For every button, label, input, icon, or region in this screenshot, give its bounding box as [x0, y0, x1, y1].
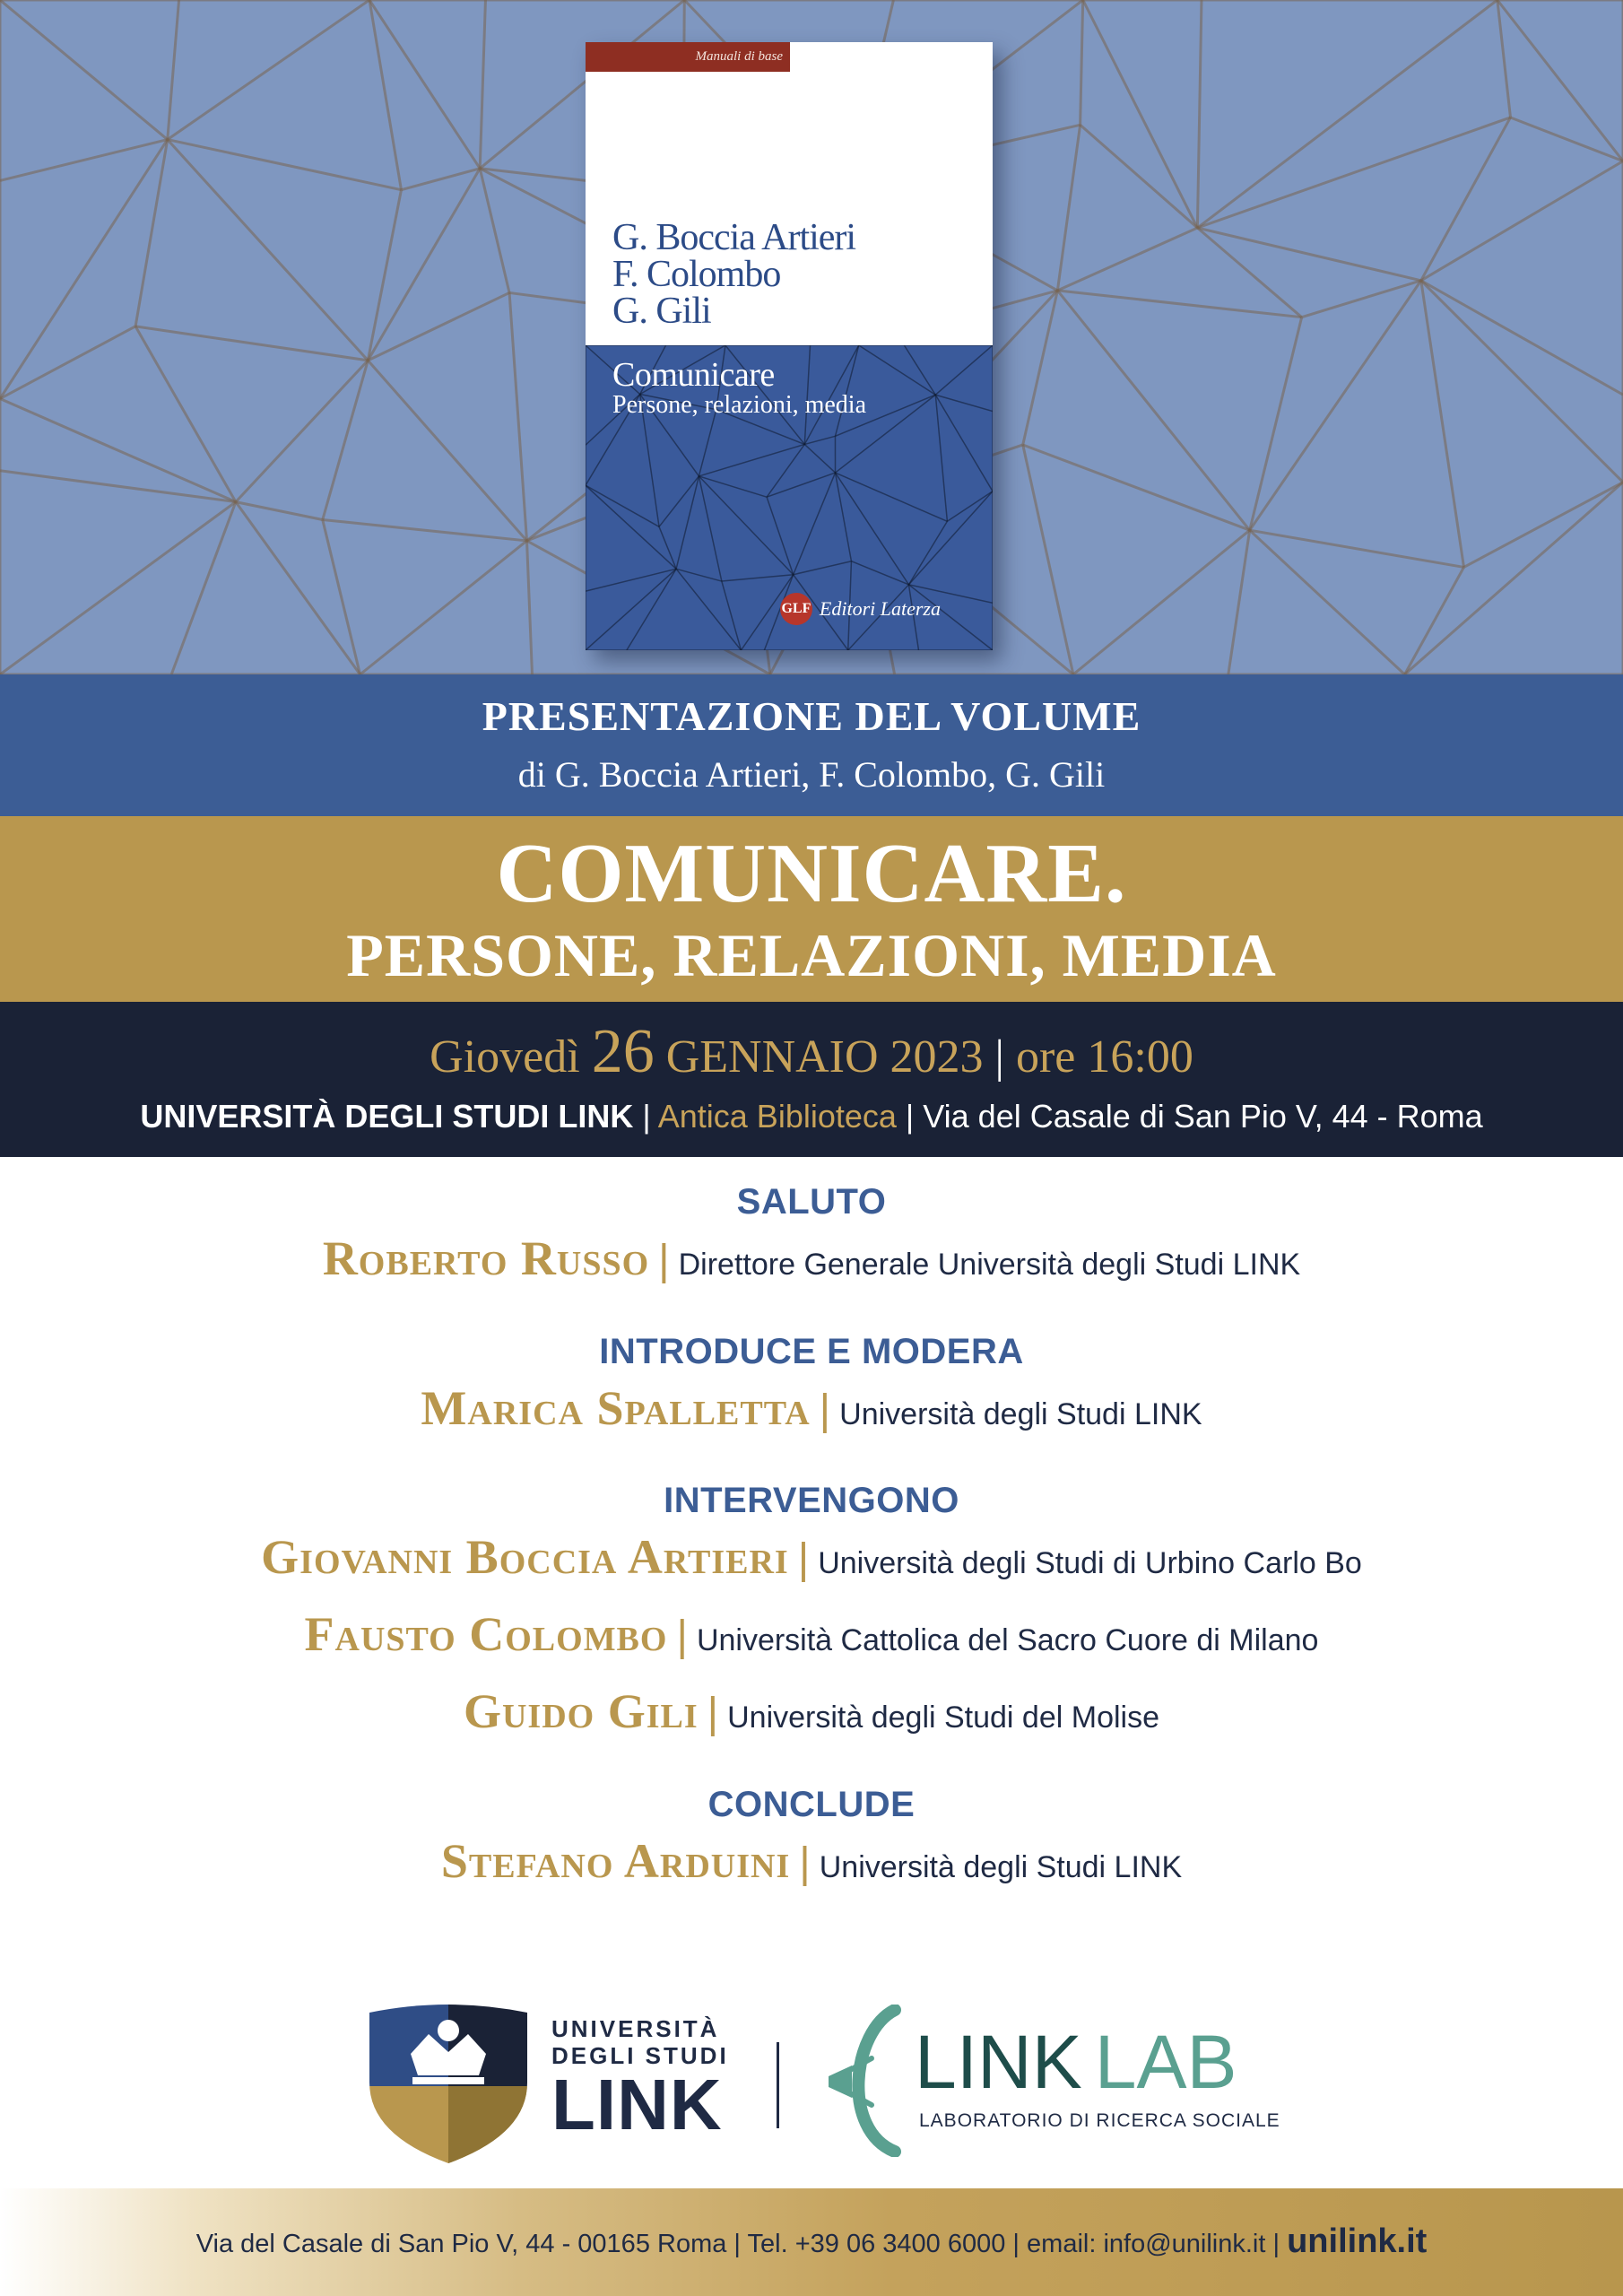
speaker-name: Stefano Arduini	[440, 1834, 791, 1888]
section-heading-intervengono: INTERVENGONO	[664, 1481, 959, 1520]
speaker-separator: |	[797, 1535, 810, 1583]
footer-contacts	[0, 2222, 1623, 2261]
speaker-affiliation: Università degli Studi LINK	[839, 1397, 1202, 1431]
presentation-band	[0, 674, 1623, 816]
book-author: G. Boccia Artieri	[612, 217, 856, 258]
footer	[0, 2188, 1623, 2296]
speaker-affiliation: Università degli Studi di Urbino Carlo Bo	[818, 1546, 1362, 1580]
venue-separator: |	[642, 1098, 651, 1135]
footer-email: email: info@unilink.it	[1027, 2230, 1266, 2258]
event-weekday: Giovedì	[430, 1031, 580, 1083]
footer-phone: Tel. +39 06 3400 6000	[747, 2230, 1006, 2258]
footer-address: Via del Casale di San Pio V, 44 - 00165 Roma	[195, 2230, 727, 2258]
speaker-separator: |	[658, 1237, 670, 1284]
book-title: Comunicare	[612, 356, 775, 394]
speaker-separator: |	[676, 1613, 688, 1660]
publisher-name: Editori Laterza	[819, 597, 941, 620]
book-author: F. Colombo	[612, 254, 781, 295]
speaker-row	[0, 1380, 1623, 1436]
event-separator: |	[994, 1031, 1004, 1083]
university-wordmark-line: DEGLI STUDI	[551, 2042, 729, 2069]
event-time: ore 16:00	[1015, 1031, 1193, 1083]
speaker-row	[0, 1833, 1623, 1889]
footer-separator: |	[1272, 2230, 1280, 2258]
linklab-tagline: LABORATORIO DI RICERCA SOCIALE	[919, 2110, 1280, 2131]
venue-separator: |	[905, 1098, 915, 1135]
linklab-lab: LAB	[1094, 2020, 1237, 2104]
speaker-name: Marica Spalletta	[421, 1381, 811, 1435]
speaker-affiliation: Università degli Studi del Molise	[727, 1700, 1160, 1735]
speaker-row	[0, 1231, 1623, 1286]
logos-row	[0, 1996, 1623, 2166]
speaker-row	[0, 1606, 1623, 1662]
book-subtitle: Persone, relazioni, media	[612, 391, 867, 419]
speaker-row	[0, 1683, 1623, 1739]
book-authors	[612, 217, 856, 332]
linklab-wordmark	[915, 2019, 1237, 2105]
venue-room: Antica Biblioteca	[657, 1098, 897, 1135]
university-wordmark-link: LINK	[551, 2065, 723, 2144]
speaker-name: Guido Gili	[463, 1684, 699, 1738]
book-series-label: Manuali di base	[586, 42, 790, 72]
hero-banner	[0, 0, 1623, 674]
book-author: G. Gili	[612, 291, 711, 332]
book-cover-lower	[586, 345, 993, 650]
speaker-affiliation: Università Cattolica del Sacro Cuore di Milano	[696, 1623, 1319, 1657]
linklab-link: LINK	[915, 2020, 1082, 2104]
event-day: 26	[591, 1017, 655, 1086]
publisher-logo-icon: GLF	[780, 593, 812, 625]
presentation-heading: PRESENTAZIONE DEL VOLUME	[482, 693, 1141, 739]
speaker-row	[0, 1529, 1623, 1585]
speaker-name: Fausto Colombo	[304, 1607, 668, 1661]
speaker-separator: |	[819, 1387, 831, 1434]
book-publisher	[780, 593, 941, 625]
speaker-separator: |	[799, 1839, 811, 1887]
logo-divider	[777, 2042, 779, 2128]
main-subtitle: PERSONE, RELAZIONI, MEDIA	[346, 921, 1277, 989]
university-shield-icon	[366, 2000, 532, 2166]
university-wordmark-line: UNIVERSITÀ	[551, 2015, 720, 2042]
footer-separator: |	[733, 2230, 741, 2258]
speaker-name: Roberto Russo	[322, 1231, 650, 1285]
event-date	[0, 1017, 1623, 1088]
speaker-affiliation: Università degli Studi LINK	[819, 1850, 1183, 1884]
venue-address: Via del Casale di San Pio V, 44 - Roma	[923, 1098, 1483, 1135]
venue-university: UNIVERSITÀ DEGLI STUDI LINK	[140, 1098, 634, 1135]
linklab-mark-icon	[825, 2005, 915, 2157]
title-band	[0, 816, 1623, 1002]
section-heading-saluto: SALUTO	[736, 1182, 887, 1222]
section-heading-conclude: CONCLUDE	[707, 1785, 916, 1824]
speaker-name: Giovanni Boccia Artieri	[261, 1530, 789, 1584]
footer-website-link[interactable]: unilink.it	[1287, 2222, 1428, 2260]
book-cover	[586, 42, 993, 650]
main-title: COMUNICARE.	[496, 827, 1127, 920]
footer-separator: |	[1012, 2230, 1020, 2258]
presentation-byline: di G. Boccia Artieri, F. Colombo, G. Gili	[517, 754, 1106, 795]
event-venue	[0, 1095, 1623, 1138]
section-heading-introduce: INTRODUCE E MODERA	[599, 1332, 1024, 1371]
event-band	[0, 1002, 1623, 1157]
speaker-affiliation: Direttore Generale Università degli Studi LINK	[678, 1248, 1301, 1282]
speaker-separator: |	[707, 1690, 719, 1737]
university-wordmark	[551, 2015, 729, 2144]
event-month-year: GENNAIO 2023	[665, 1031, 984, 1083]
